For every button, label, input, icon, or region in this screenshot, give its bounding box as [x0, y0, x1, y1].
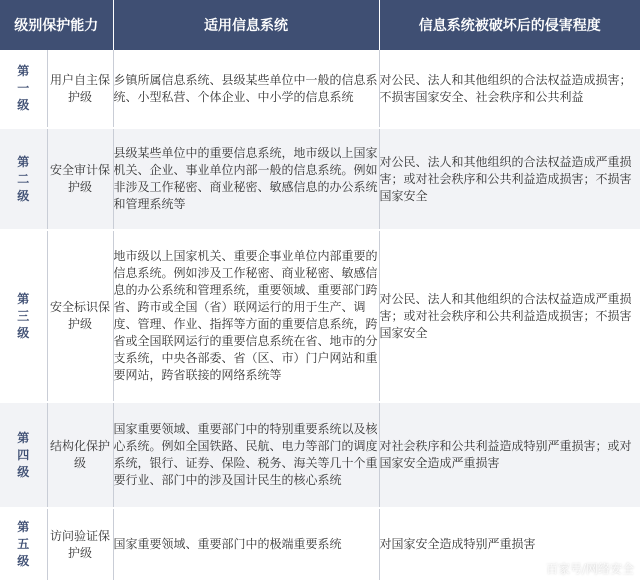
level-name: 访问验证保护级 — [47, 508, 113, 581]
table-header-row — [0, 0, 640, 50]
level-name: 安全审计保护级 — [47, 128, 113, 230]
level-label: 第五级 — [0, 508, 47, 581]
level-label: 第一级 — [0, 50, 47, 128]
applicable-systems-text: 乡镇所属信息系统、县级某些单位中一般的信息系统、小型私营、个体企业、中小学的信息系统 — [113, 50, 379, 128]
level-name: 结构化保护级 — [47, 402, 113, 508]
table-row — [0, 230, 640, 402]
table-row — [0, 508, 640, 581]
level-label: 第二级 — [0, 128, 47, 230]
harm-degree-text: 对公民、法人和其他组织的合法权益造成严重损害；或对社会秩序和公共利益造成损害；不损害国家安全 — [379, 230, 640, 402]
table-row — [0, 128, 640, 230]
harm-degree-text: 对社会秩序和公共利益造成特别严重损害；或对国家安全造成严重损害 — [379, 402, 640, 508]
applicable-systems-text: 国家重要领域、重要部门中的极端重要系统 — [113, 508, 379, 581]
applicable-systems-text: 国家重要领域、重要部门中的特别重要系统以及核心系统。例如全国铁路、民航、电力等部门的调度系统，银行、证券、保险、税务、海关等几十个重要行业、部门中的涉及国计民生的核心系统 — [113, 402, 379, 508]
harm-degree-text: 对公民、法人和其他组织的合法权益造成损害；不损害国家安全、社会秩序和公共利益 — [379, 50, 640, 128]
table-row — [0, 50, 640, 128]
level-label: 第四级 — [0, 402, 47, 508]
level-name: 用户自主保护级 — [47, 50, 113, 128]
level-name: 安全标识保护级 — [47, 230, 113, 402]
applicable-systems-text: 县级某些单位中的重要信息系统，地市级以上国家机关、企业、事业单位内部一般的信息系统。例如非涉及工作秘密、商业秘密、敏感信息的办公系统和管理系统等 — [113, 128, 379, 230]
watermark-text: 百家号/网络安全 — [546, 560, 634, 577]
header-harm-degree: 信息系统被破坏后的侵害程度 — [379, 0, 640, 50]
table-row — [0, 402, 640, 508]
harm-degree-text: 对公民、法人和其他组织的合法权益造成严重损害；或对社会秩序和公共利益造成损害；不损害国家安全 — [379, 128, 640, 230]
applicable-systems-text: 地市级以上国家机关、重要企事业单位内部重要的信息系统。例如涉及工作秘密、商业秘密、敏感信息的办公系统和管理系统，重要领域、重要部门跨省、跨市或全国（省）联网运行的用于生产、调度、管理、作业、指挥等方面的重要信息系统，跨省或全国联网运行的重要信息系统在省、地市的分支系统，中央各部委、省（区、市）门户网站和重要网站，跨省联接的网络系统等 — [113, 230, 379, 402]
header-applicable-systems: 适用信息系统 — [113, 0, 379, 50]
level-label: 第三级 — [0, 230, 47, 402]
harm-degree-text: 对国家安全造成特别严重损害 — [379, 508, 640, 581]
header-level-capability: 级别保护能力 — [0, 0, 113, 50]
